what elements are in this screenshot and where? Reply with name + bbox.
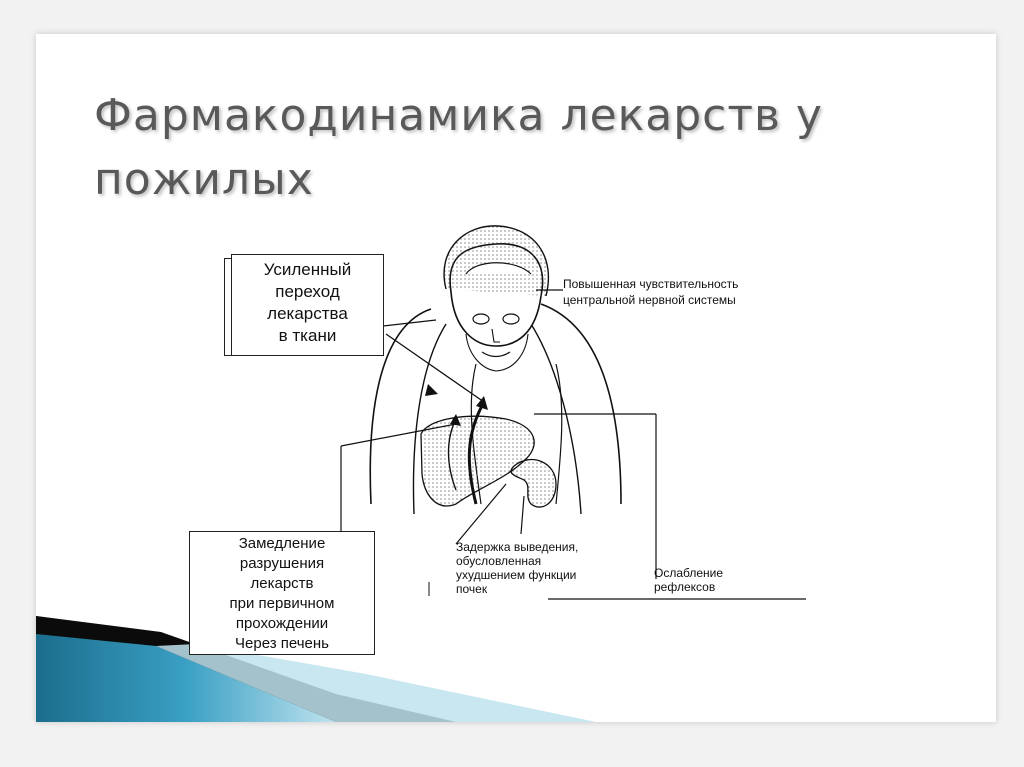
kidney-label-line: ухудшением функции [456, 568, 577, 582]
slide-title: Фармакодинамика лекарств у пожилых [94, 90, 823, 205]
liver-box-line: прохождении [235, 615, 329, 632]
cns-sensitivity-label [563, 276, 738, 308]
kidney-excretion-label [456, 540, 578, 596]
tissue-box-line: лекарства [267, 304, 348, 323]
liver-box-line: при первичном [229, 595, 335, 612]
liver-box-line: лекарств [250, 575, 314, 592]
liver-box-line: Замедление [238, 535, 326, 552]
cns-label-line: Повышенная чувствительность [563, 277, 739, 291]
kidney-label-line: обусловленная [456, 554, 542, 568]
slide [36, 34, 996, 722]
cns-label-line: центральной нервной системы [563, 293, 736, 307]
liver-metabolism-box [189, 531, 375, 655]
tissue-box-line: в ткани [278, 326, 337, 345]
liver-box-line: Через печень [235, 635, 329, 652]
liver-icon [421, 416, 534, 506]
tissue-transfer-box [231, 254, 384, 356]
kidney-icon [511, 460, 556, 508]
tissue-box-line: Усиленный [263, 260, 352, 279]
kidney-label-line: почек [456, 582, 488, 596]
tissue-box-line: переход [275, 282, 340, 301]
head-icon [444, 226, 548, 371]
reflex-label-line: рефлексов [654, 580, 716, 594]
liver-box-line: разрушения [239, 555, 325, 572]
elderly-body-illustration [36, 34, 996, 722]
reflex-weakening-label [654, 566, 723, 594]
reflex-label-line: Ослабление [654, 566, 724, 580]
kidney-label-line: Задержка выведения, [456, 540, 579, 554]
